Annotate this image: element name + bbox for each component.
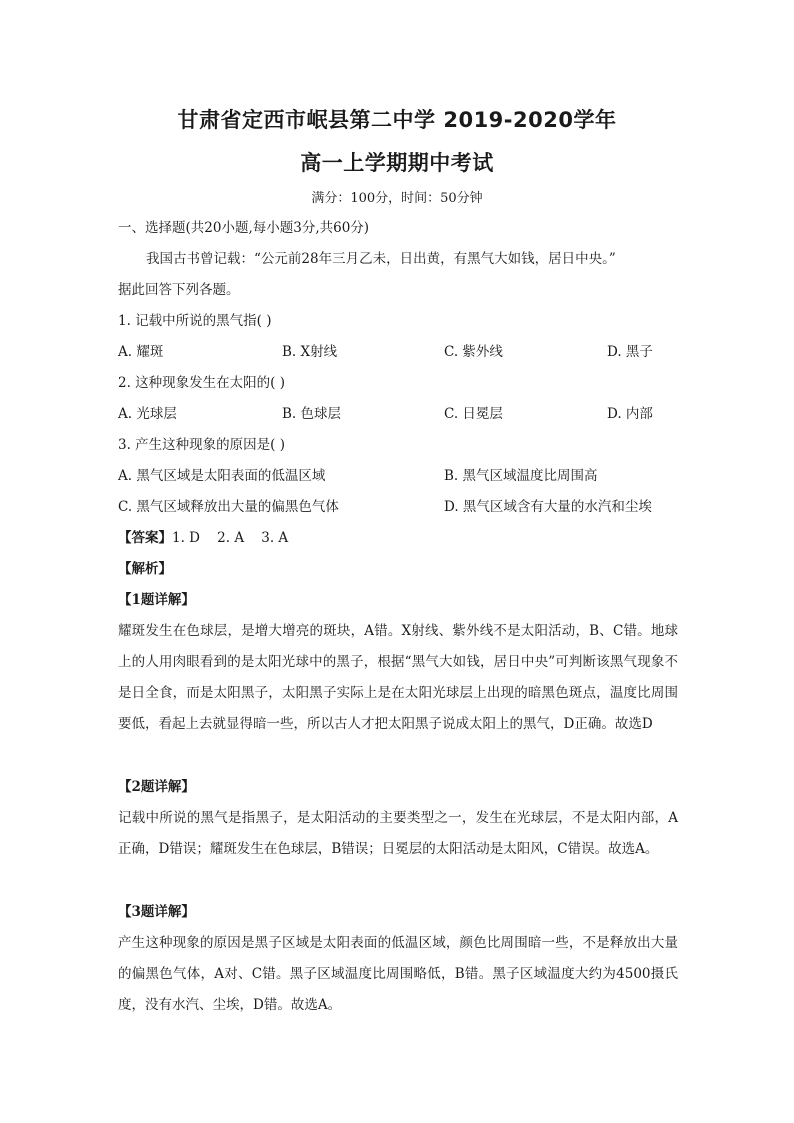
analysis-label: 【解析】 [118, 561, 172, 577]
question-3-option-b: B. 黑气区域温度比周围高 [444, 468, 598, 484]
passage-line2: 据此回答下列各题。 [118, 282, 240, 298]
question-3-option-a: A. 黑气区域是太阳表面的低温区域 [118, 468, 326, 484]
question-1-stem: 1. 记载中所说的黑气指( ) [118, 313, 272, 329]
passage-line1: 我国古书曾记载：“公元前28年三月乙未，日出黄，有黑气大如钱，居日中央。” [146, 251, 616, 267]
answer-label: 【答案】 [118, 530, 172, 546]
answer-text: 1. D 2. A 3. A [172, 530, 289, 546]
question-2-option-b: B. 色球层 [282, 406, 342, 422]
question-3-options-row2 [118, 497, 678, 517]
exam-title-line1: 甘肃省定西市岷县第二中学 2019-2020学年 [177, 108, 617, 132]
question-3-option-d: D. 黑气区域含有大量的水汽和尘埃 [444, 499, 652, 515]
q3-analysis-heading: 【3题详解】 [118, 904, 195, 920]
question-1-options [118, 342, 678, 362]
question-2-option-c: C. 日冕层 [444, 406, 503, 422]
question-3-stem: 3. 产生这种现象的原因是( ) [118, 437, 285, 453]
question-1-option-b: B. X射线 [282, 344, 338, 360]
exam-meta: 满分：100分，时间：50分钟 [311, 191, 483, 206]
q1-analysis-body: 耀斑发生在色球层，是增大增亮的斑块，A错。X射线、紫外线不是太阳活动，B、C错。地球上的人用肉眼看到的是太阳光球中的黑子，根据“黑气大如钱，居日中央”可判断该黑气现象不是日全食，而是太阳黑子，太阳黑子实际上是在太阳光球层上出现的暗黑色斑点，温度比周围要低，看起上去就显得暗一些，所以古人才把太阳黑子说成太阳上的黑气，D正确。故选D [118, 623, 678, 732]
answer-line [118, 528, 288, 548]
question-1-option-a: A. 耀斑 [118, 344, 164, 360]
question-1-option-d: D. 黑子 [607, 344, 653, 360]
question-2-option-d: D. 内部 [607, 406, 653, 422]
question-2-options [118, 404, 678, 424]
question-3-options-row1 [118, 466, 678, 486]
q3-analysis-body: 产生这种现象的原因是黑子区域是太阳表面的低温区域，颜色比周围暗一些，不是释放出大量的偏黑色气体，A对、C错。黑子区域温度比周围略低，B错。黑子区域温度大约为4500摄氏度，没有水汽、尘埃，D错。故选A。 [118, 935, 678, 1013]
q2-analysis-heading: 【2题详解】 [118, 779, 195, 795]
question-2-option-a: A. 光球层 [118, 406, 177, 422]
question-2-stem: 2. 这种现象发生在太阳的( ) [118, 375, 285, 391]
question-1-option-c: C. 紫外线 [444, 344, 503, 360]
q1-analysis-heading: 【1题详解】 [118, 592, 195, 608]
q2-analysis-body: 记载中所说的黑气是指黑子，是太阳活动的主要类型之一，发生在光球层，不是太阳内部，A正确，D错误；耀斑发生在色球层，B错误；日冕层的太阳活动是太阳风，C错误。故选A。 [118, 810, 678, 857]
section-heading: 一、选择题(共20小题,每小题3分,共60分) [118, 220, 370, 236]
exam-title-line2: 高一上学期期中考试 [300, 151, 494, 175]
question-3-option-c: C. 黑气区域释放出大量的偏黑色气体 [118, 499, 339, 515]
